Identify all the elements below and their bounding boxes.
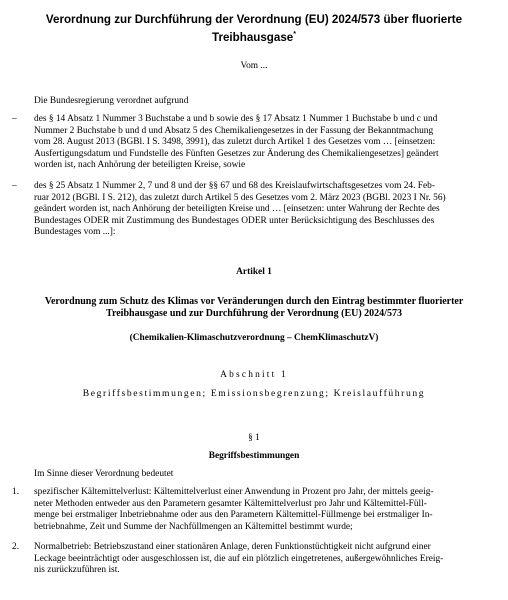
- preamble-intro: Die Bundesregierung verordnet aufgrund: [34, 96, 189, 106]
- preamble-item: [12, 114, 490, 174]
- text-line: Normalbetrieb: Betriebszustand einer stationären Anlage, deren Funktionstüchtigkeit nicht aufgrund einer: [34, 542, 431, 552]
- definition-text: [34, 542, 490, 577]
- text-line: menge bei erstmaliger Inbetriebnahme oder aus den Parametern Kältemittel-Füllmenge bei erstmaliger In-: [34, 510, 433, 521]
- definition-item: [12, 487, 490, 535]
- artikel-title: [14, 296, 494, 320]
- text-line: ruar 2012 (BGBl. I S. 212), das zuletzt durch Artikel 5 des Gesetzes vom 2. März 2023 (BGBl. 2023 I Nr. 56): [34, 192, 446, 203]
- artikel-title-line-2: Treibhausgase und zur Durchführung der Verordnung (EU) 2024/573: [106, 308, 402, 320]
- document-title-line-1: Verordnung zur Durchführung der Verordnung (EU) 2024/573 über fluorierte: [45, 13, 463, 26]
- text-line: nis zurückzuführen ist.: [34, 565, 120, 576]
- text-line: des § 25 Absatz 1 Nummer 2, 7 und 8 und der §§ 67 und 68 des Kreislaufwirtschaftsgesetzes vom 24. Feb-: [34, 181, 435, 191]
- text-line: spezifischer Kältemittelverlust: Kältemittelverlust einer Anwendung in Prozent pro Jahr, der mittels geeig-: [34, 487, 434, 497]
- text-line: geändert worden ist, nach Anhörung der beteiligten Kreise und … [einsetzen: unter Wahrung der Rechte des: [34, 204, 440, 215]
- artikel-heading: Artikel 1: [236, 267, 272, 277]
- text-line: Ausfertigungsdatum und Fundstelle des Fünften Gesetzes zur Änderung des Chemikaliengesetzes] geändert: [34, 148, 439, 159]
- preamble-item: [12, 181, 490, 241]
- definition-text: [34, 487, 490, 533]
- preamble-item-text: [34, 114, 490, 172]
- text-line: Bundestages vom ...]:: [34, 227, 116, 238]
- artikel-title-line-1: Verordnung zum Schutz des Klimas vor Veränderungen durch den Eintrag bestimmter fluorierter: [44, 296, 464, 307]
- definition-number: 1.: [12, 487, 20, 497]
- definition-number: 2.: [12, 542, 20, 552]
- text-line: Leckage beeinträchtigt oder ausgeschlossen ist, die auf ein plötzlich eingetretenes, außergewöhnliches Ereig-: [34, 553, 444, 564]
- abschnitt-heading: Abschnitt 1: [220, 370, 288, 380]
- text-line: des § 14 Absatz 1 Nummer 3 Buchstabe a und b sowie des § 17 Absatz 1 Nummer 1 Buchstabe b und c und: [34, 114, 438, 124]
- dash-marker: –: [12, 114, 17, 124]
- title-footnote-marker: *: [293, 31, 296, 38]
- artikel-short-title: (Chemikalien-Klimaschutzverordnung – ChemKlimaschutzV): [129, 333, 379, 343]
- paragraph-intro: Im Sinne dieser Verordnung bedeutet: [34, 469, 174, 479]
- dash-marker: –: [12, 181, 17, 191]
- text-line: Nummer 2 Buchstabe b und d und Absatz 5 des Chemikaliengesetzes in der Fassung der Bekanntmachung: [34, 125, 434, 136]
- text-line: vom 28. August 2013 (BGBl. I S. 3498, 3991), das zuletzt durch Artikel 1 des Gesetzes vom … [einsetzen:: [34, 137, 436, 148]
- abschnitt-title: Begriffsbestimmungen; Emissionsbegrenzung; Kreislaufführung: [82, 388, 426, 399]
- text-line: betriebnahme, Zeit und Summe der Nachfüllmengen an Kältemittel bestimmt wurde;: [34, 521, 353, 532]
- preamble-item-text: [34, 181, 490, 239]
- date-line: Vom ...: [240, 61, 268, 71]
- text-line: neter Methoden entweder aus den Parametern gesamter Kältemittelverlust pro Jahr und Kältemittel-Füll-: [34, 498, 427, 509]
- document-title: [20, 12, 488, 45]
- paragraph-title: Begriffsbestimmungen: [208, 451, 300, 461]
- text-line: Bundestages ODER mit Zustimmung des Bundestages ODER unter Berücksichtigung des Beschlusses des: [34, 215, 435, 226]
- document-title-line-2: Treibhausgase: [212, 30, 294, 44]
- definition-item: [12, 542, 490, 578]
- paragraph-number: § 1: [248, 433, 260, 443]
- text-line: worden ist, nach Anhörung der beteiligten Kreise, sowie: [34, 160, 246, 171]
